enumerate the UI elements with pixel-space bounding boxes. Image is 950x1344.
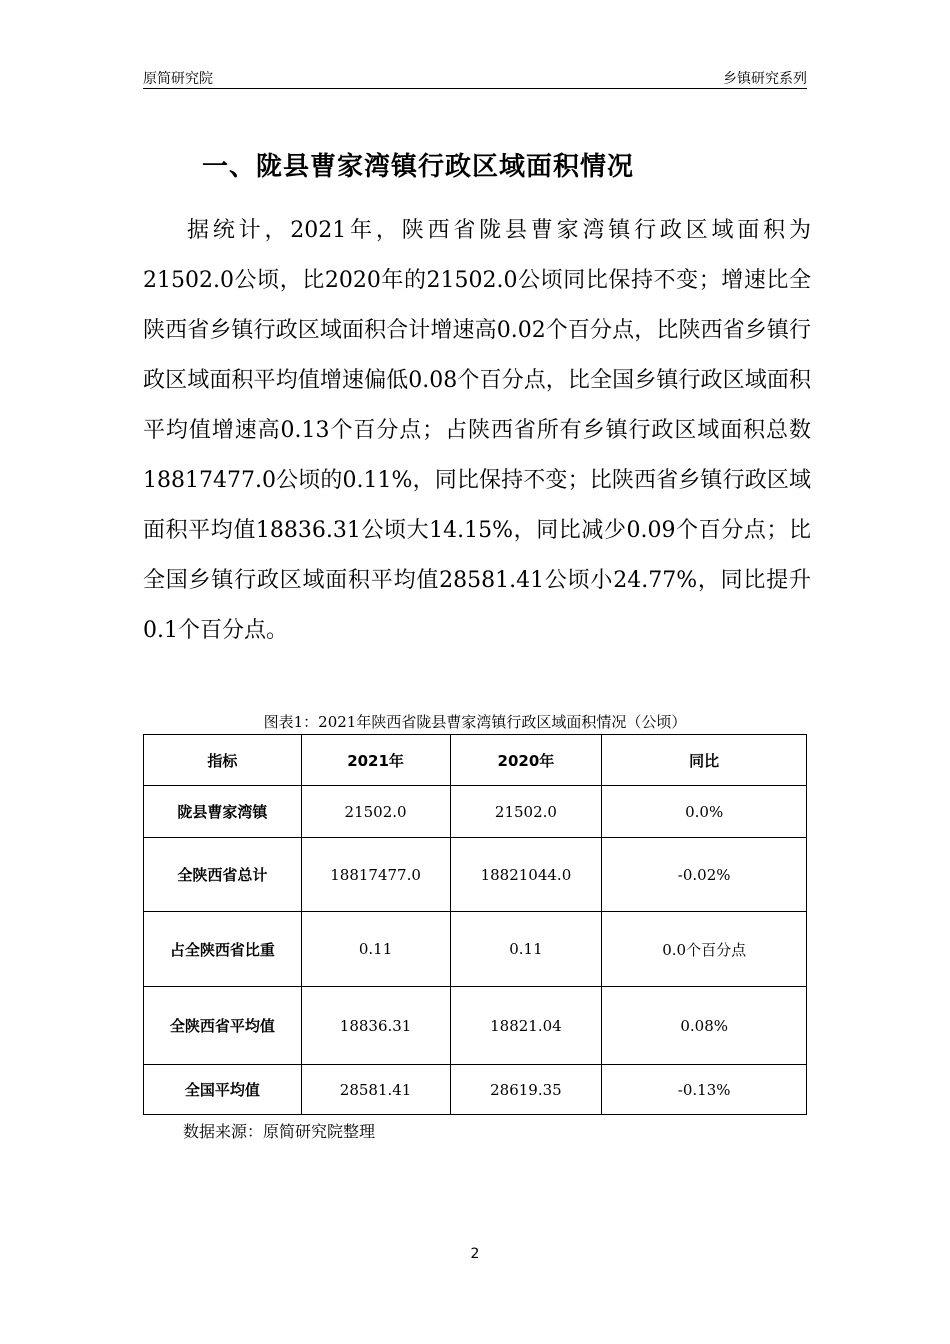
page-number: 2 bbox=[470, 1246, 480, 1262]
table-cell: 21502.0 bbox=[450, 786, 602, 838]
page-header bbox=[143, 66, 807, 89]
header-series-name: 乡镇研究系列 bbox=[723, 71, 807, 87]
table-row bbox=[144, 1065, 807, 1115]
table-cell: 0.11 bbox=[450, 912, 602, 987]
table-cell: 0.0个百分点 bbox=[602, 912, 807, 987]
table-cell: 18821.04 bbox=[450, 987, 602, 1065]
header-org-name: 原简研究院 bbox=[143, 71, 213, 87]
table-cell: 0.11 bbox=[301, 912, 450, 987]
data-source-note: 数据来源：原简研究院整理 bbox=[183, 1122, 376, 1141]
column-header: 2021年 bbox=[301, 735, 450, 786]
column-header: 指标 bbox=[144, 735, 302, 786]
row-label: 全陕西省总计 bbox=[144, 838, 302, 912]
row-label: 占全陕西省比重 bbox=[144, 912, 302, 987]
area-table bbox=[143, 734, 807, 1115]
table-cell: 18821044.0 bbox=[450, 838, 602, 912]
table-cell: 0.08% bbox=[602, 987, 807, 1065]
body-paragraph: 据统计，2021年，陕西省陇县曹家湾镇行政区域面积为21502.0公顷，比2020年的21502.0公顷同比保持不变；增速比全陕西省乡镇行政区域面积合计增速高0.02个百分点，比陕西省乡镇行政区域面积平均值增速偏低0.08个百分点，比全国乡镇行政区域面积平均值增速高0.13个百分点；占陕西省所有乡镇行政区域面积总数18817477.0公顷的0.11%，同比保持不变；比陕西省乡镇行政区域面积平均值18836.31公顷大14.15%，同比减少0.09个百分点；比全国乡镇行政区域面积平均值28581.41公顷小24.77%，同比提升0.1个百分点。 bbox=[143, 218, 811, 643]
table-row bbox=[144, 987, 807, 1065]
table-cell: 28619.35 bbox=[450, 1065, 602, 1115]
row-label: 全国平均值 bbox=[144, 1065, 302, 1115]
table-caption: 图表1：2021年陕西省陇县曹家湾镇行政区域面积情况（公顷） bbox=[263, 713, 687, 731]
table-cell: -0.13% bbox=[602, 1065, 807, 1115]
table-header-row bbox=[144, 735, 807, 786]
table-cell: 18836.31 bbox=[301, 987, 450, 1065]
column-header: 2020年 bbox=[450, 735, 602, 786]
table-row bbox=[144, 838, 807, 912]
row-label: 陇县曹家湾镇 bbox=[144, 786, 302, 838]
table-cell: 18817477.0 bbox=[301, 838, 450, 912]
table-cell: 28581.41 bbox=[301, 1065, 450, 1115]
table-cell: 21502.0 bbox=[301, 786, 450, 838]
section-title: 一、陇县曹家湾镇行政区域面积情况 bbox=[202, 152, 635, 182]
table-row bbox=[144, 912, 807, 987]
column-header: 同比 bbox=[602, 735, 807, 786]
table-row bbox=[144, 786, 807, 838]
table-cell: 0.0% bbox=[602, 786, 807, 838]
table-cell: -0.02% bbox=[602, 838, 807, 912]
row-label: 全陕西省平均值 bbox=[144, 987, 302, 1065]
